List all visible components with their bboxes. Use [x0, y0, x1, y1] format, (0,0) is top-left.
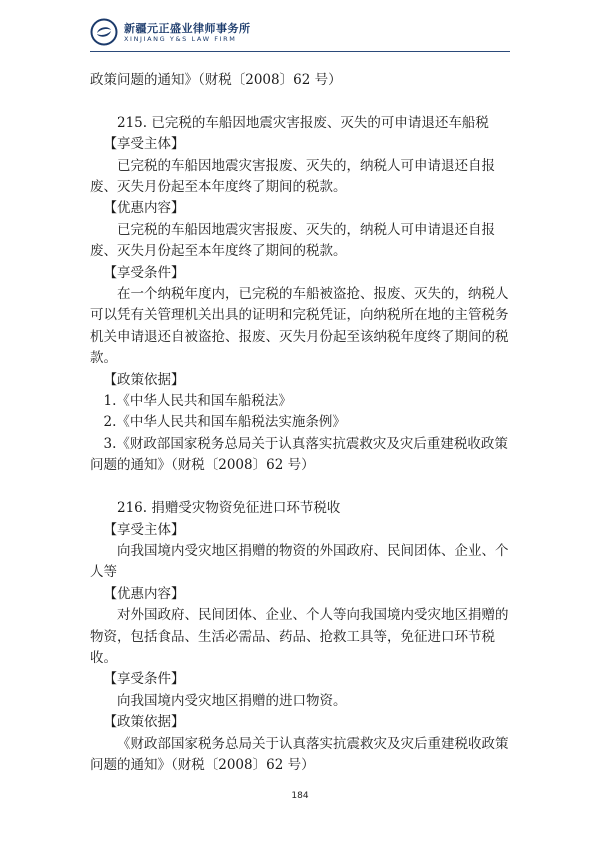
subheading: 【政策依据】: [103, 371, 185, 388]
page-number: 184: [291, 791, 309, 801]
list-item: 2.《中华人民共和国车船税法实施条例》: [103, 414, 346, 431]
paragraph: 对外国政府、民间团体、企业、个人等向我国境内受灾地区捐赠的物资，包括食品、生活必需品、药品、抢救工具等，免征进口环节税收。: [90, 607, 509, 666]
firm-logo-icon: [90, 18, 118, 46]
spacer: [90, 91, 510, 112]
section-heading: 215. 已完税的车船因地震灾害报废、灭失的可申请退还车船税: [117, 114, 489, 131]
list-item: 1.《中华人民共和国车船税法》: [103, 393, 292, 410]
spacer: [90, 477, 510, 498]
paragraph: 《财政部国家税务总局关于认真落实抗震救灾及灾后重建税收政策问题的通知》（财税〔2008〕62 号）: [90, 735, 509, 773]
paragraph: 向我国境内受灾地区捐赠的物资的外国政府、民间团体、企业、个人等: [90, 542, 509, 581]
paragraph: 向我国境内受灾地区捐赠的进口物资。: [117, 692, 347, 709]
paragraph: 已完税的车船因地震灾害报废、灭失的，纳税人可申请退还自报废、灭失月份起至本年度终了期间的税款。: [90, 221, 495, 260]
page-header: [90, 18, 510, 58]
subheading: 【优惠内容】: [103, 585, 185, 602]
subheading: 【享受条件】: [103, 264, 185, 281]
firm-name-en: XINJIANG Y&S LAW FIRM: [124, 35, 237, 43]
subheading: 【享受主体】: [103, 136, 185, 153]
paragraph: 已完税的车船因地震灾害报废、灭失的，纳税人可申请退还自报废、灭失月份起至本年度终了期间的税款。: [90, 157, 495, 196]
header-rule: [90, 51, 510, 52]
subheading: 【政策依据】: [103, 714, 185, 731]
firm-name-cn: 新疆元正盛业律师事务所: [124, 22, 251, 35]
paragraph: 政策问题的通知》（财税〔2008〕62 号）: [90, 72, 342, 88]
document-body: [90, 70, 510, 776]
paragraph: 在一个纳税年度内，已完税的车船被盗抢、报废、灭失的，纳税人可以凭有关管理机关出具的证明和完税凭证，向纳税所在地的主管税务机关申请退还自被盗抢、报废、灭失月份起至该纳税年度终了期间的税款。: [90, 286, 509, 367]
section-heading: 216. 捐赠受灾物资免征进口环节税收: [117, 500, 341, 517]
list-item: 3.《财政部国家税务总局关于认真落实抗震救灾及灾后重建税收政策问题的通知》（财税〔2008〕62 号）: [90, 435, 508, 474]
subheading: 【享受条件】: [103, 671, 185, 688]
subheading: 【优惠内容】: [103, 200, 185, 217]
subheading: 【享受主体】: [103, 521, 185, 538]
